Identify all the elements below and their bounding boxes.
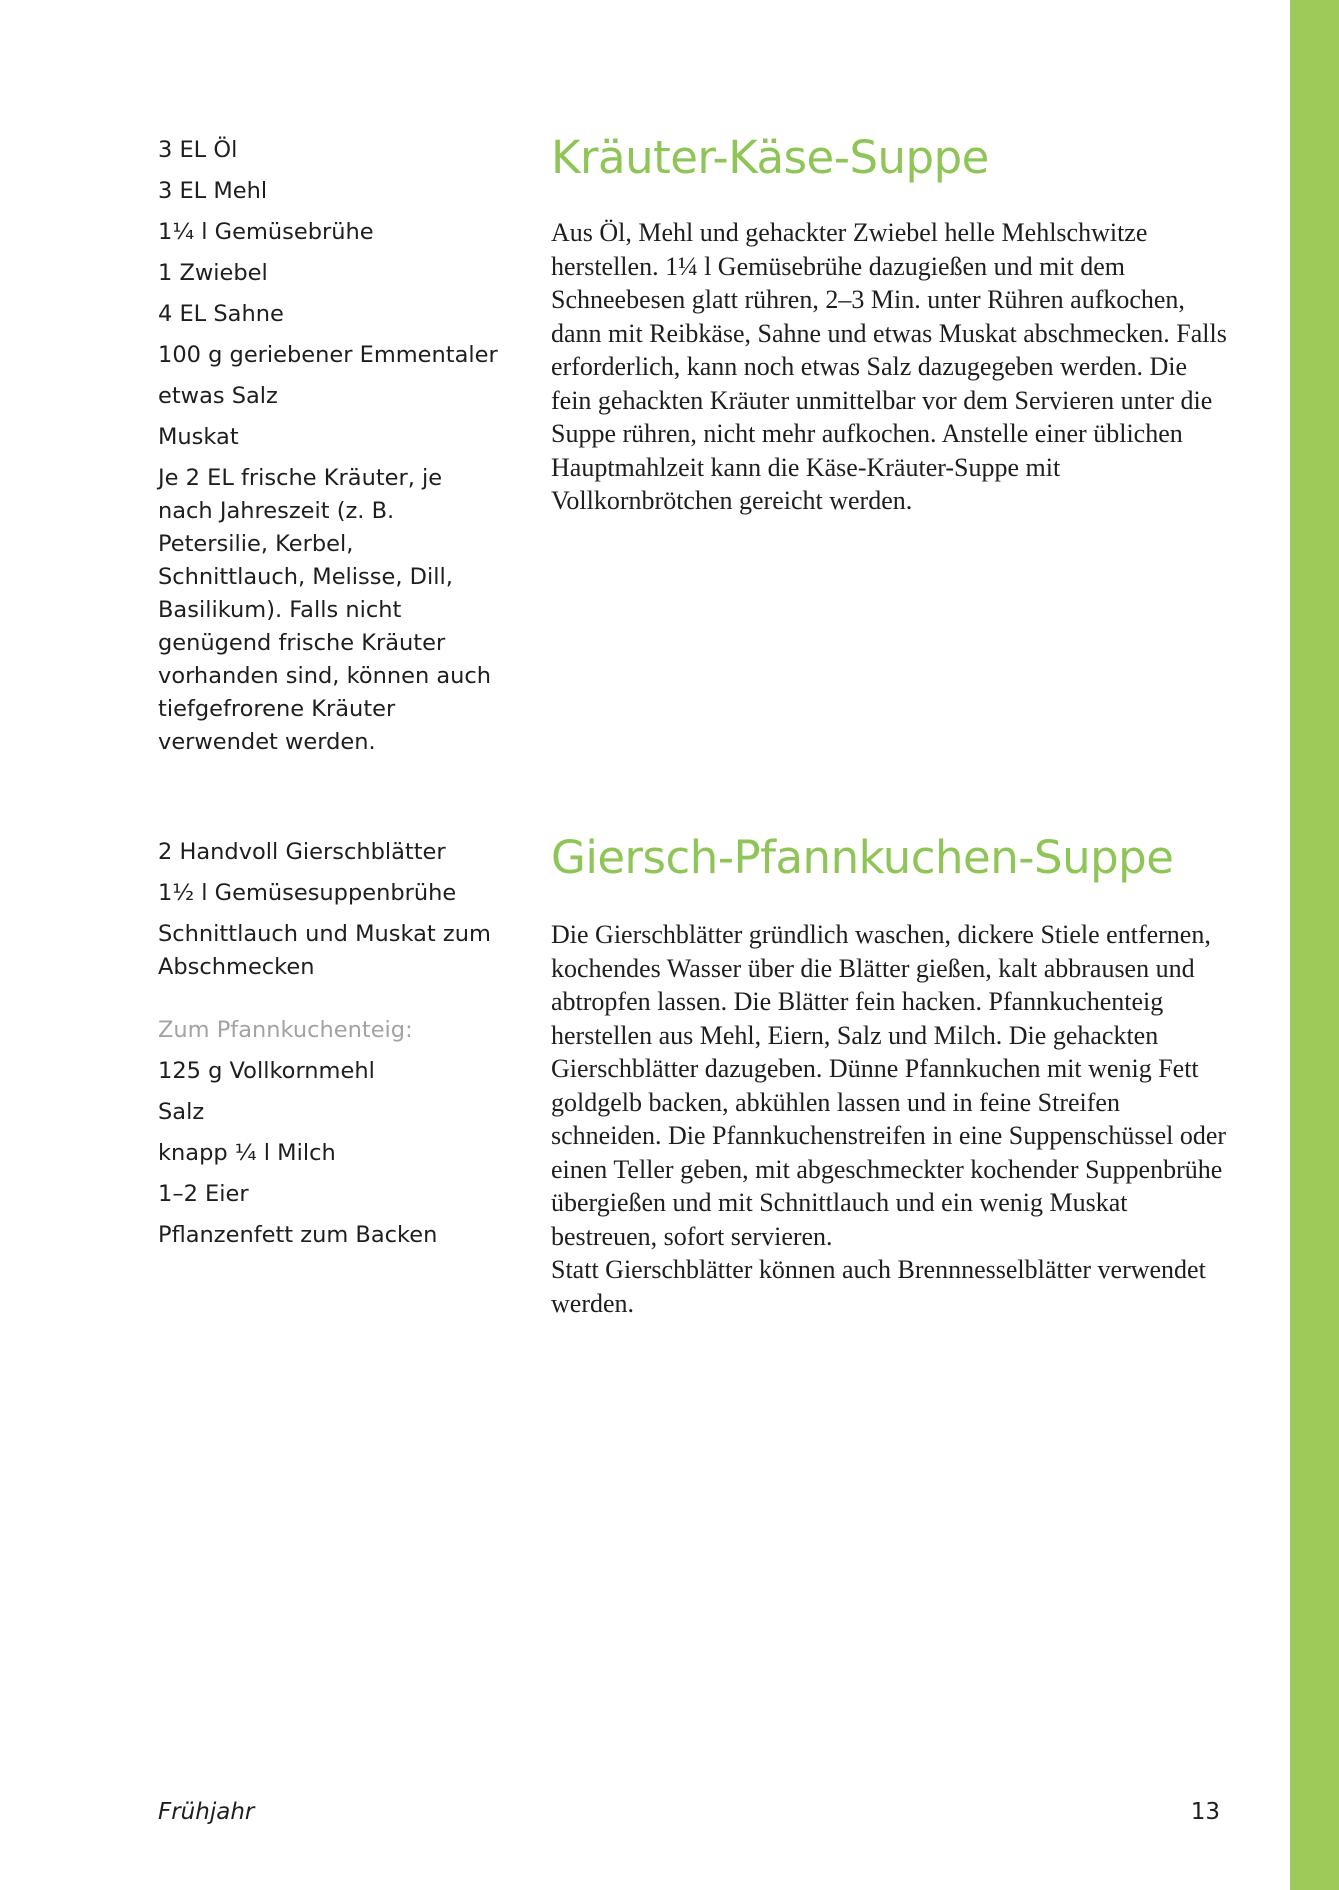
recipe-method bbox=[551, 918, 1231, 1320]
method-paragraph: Die Gierschblätter gründlich waschen, dickere Stiele entfernen, kochendes Wasser über die Blätter gießen, kalt abbrausen und abtropfen lassen. Die Blätter fein hacken. Pfannkuchenteig herstellen aus Mehl, Eiern, Salz und Milch. Die gehackten Gierschblätter dazugeben. Dünne Pfannkuchen mit wenig Fett goldgelb backen, abkühlen lassen und in feine Streifen schneiden. Die Pfannkuchenstreifen in eine Suppenschüssel oder einen Teller geben, mit abgeschmeckter kochender Suppenbrühe übergießen und mit Schnittlauch und ein wenig Muskat bestreuen, sofort servieren. bbox=[551, 920, 1227, 1251]
ingredient-list bbox=[158, 134, 498, 759]
ingredient-item: 100 g geriebener Emmentaler bbox=[158, 342, 498, 368]
method-paragraph: Aus Öl, Mehl und gehackter Zwiebel helle Mehlschwitze herstellen. 1¼ l Gemüsebrühe dazugießen und mit dem Schneebesen glatt rühren, 2–3 Min. unter Rühren aufkochen, dann mit Reibkäse, Sahne und etwas Muskat abschmecken. Falls erforderlich, kann noch etwas Salz dazugegeben werden. Die fein gehackten Kräuter unmittelbar vor dem Servieren unter die Suppe rühren, nicht mehr aufkochen. Anstelle einer üblichen Hauptmahlzeit kann die Käse-Kräuter-Suppe mit Vollkornbrötchen gereicht werden. bbox=[551, 218, 1227, 515]
ingredient-item: 3 EL Mehl bbox=[158, 178, 268, 204]
ingredient-item: 125 g Vollkornmehl bbox=[158, 1058, 375, 1084]
ingredient-item: 3 EL Öl bbox=[158, 137, 238, 163]
ingredient-subheading: Zum Pfannkuchenteig: bbox=[158, 1017, 413, 1043]
page-number: 13 bbox=[1190, 1799, 1220, 1825]
footer-section-name: Frühjahr bbox=[158, 1799, 255, 1825]
side-color-band bbox=[1290, 0, 1339, 1890]
ingredient-item: 1½ l Gemüsesuppenbrühe bbox=[158, 880, 457, 906]
ingredient-item: Pflanzenfett zum Backen bbox=[158, 1222, 438, 1248]
ingredient-item: 1¼ l Gemüsebrühe bbox=[158, 219, 374, 245]
ingredient-item: Schnittlauch und Muskat zum Abschmecken bbox=[158, 921, 491, 980]
ingredient-item: Salz bbox=[158, 1099, 205, 1125]
ingredient-item: 1–2 Eier bbox=[158, 1181, 249, 1207]
ingredient-item: 1 Zwiebel bbox=[158, 260, 268, 286]
method-paragraph: Statt Gierschblätter können auch Brennnesselblätter verwendet werden. bbox=[551, 1255, 1206, 1318]
recipe-title: Giersch-Pfannkuchen-Suppe bbox=[551, 831, 1174, 884]
ingredient-item: etwas Salz bbox=[158, 383, 278, 409]
recipe-method bbox=[551, 216, 1231, 518]
ingredient-item: knapp ¼ l Milch bbox=[158, 1140, 336, 1166]
ingredient-item: Muskat bbox=[158, 424, 239, 450]
ingredient-item: 4 EL Sahne bbox=[158, 301, 284, 327]
ingredient-list bbox=[158, 836, 498, 1260]
ingredient-item: Je 2 EL frische Kräuter, je nach Jahreszeit (z. B. Petersilie, Kerbel, Schnittlauch, Melisse, Dill, Basilikum). Falls nicht genügend frische Kräuter vorhanden sind, können auch tiefgefrorene Kräuter verwendet werden. bbox=[158, 465, 492, 755]
ingredient-item: 2 Handvoll Gierschblätter bbox=[158, 839, 446, 865]
recipe-title: Kräuter-Käse-Suppe bbox=[551, 131, 989, 184]
